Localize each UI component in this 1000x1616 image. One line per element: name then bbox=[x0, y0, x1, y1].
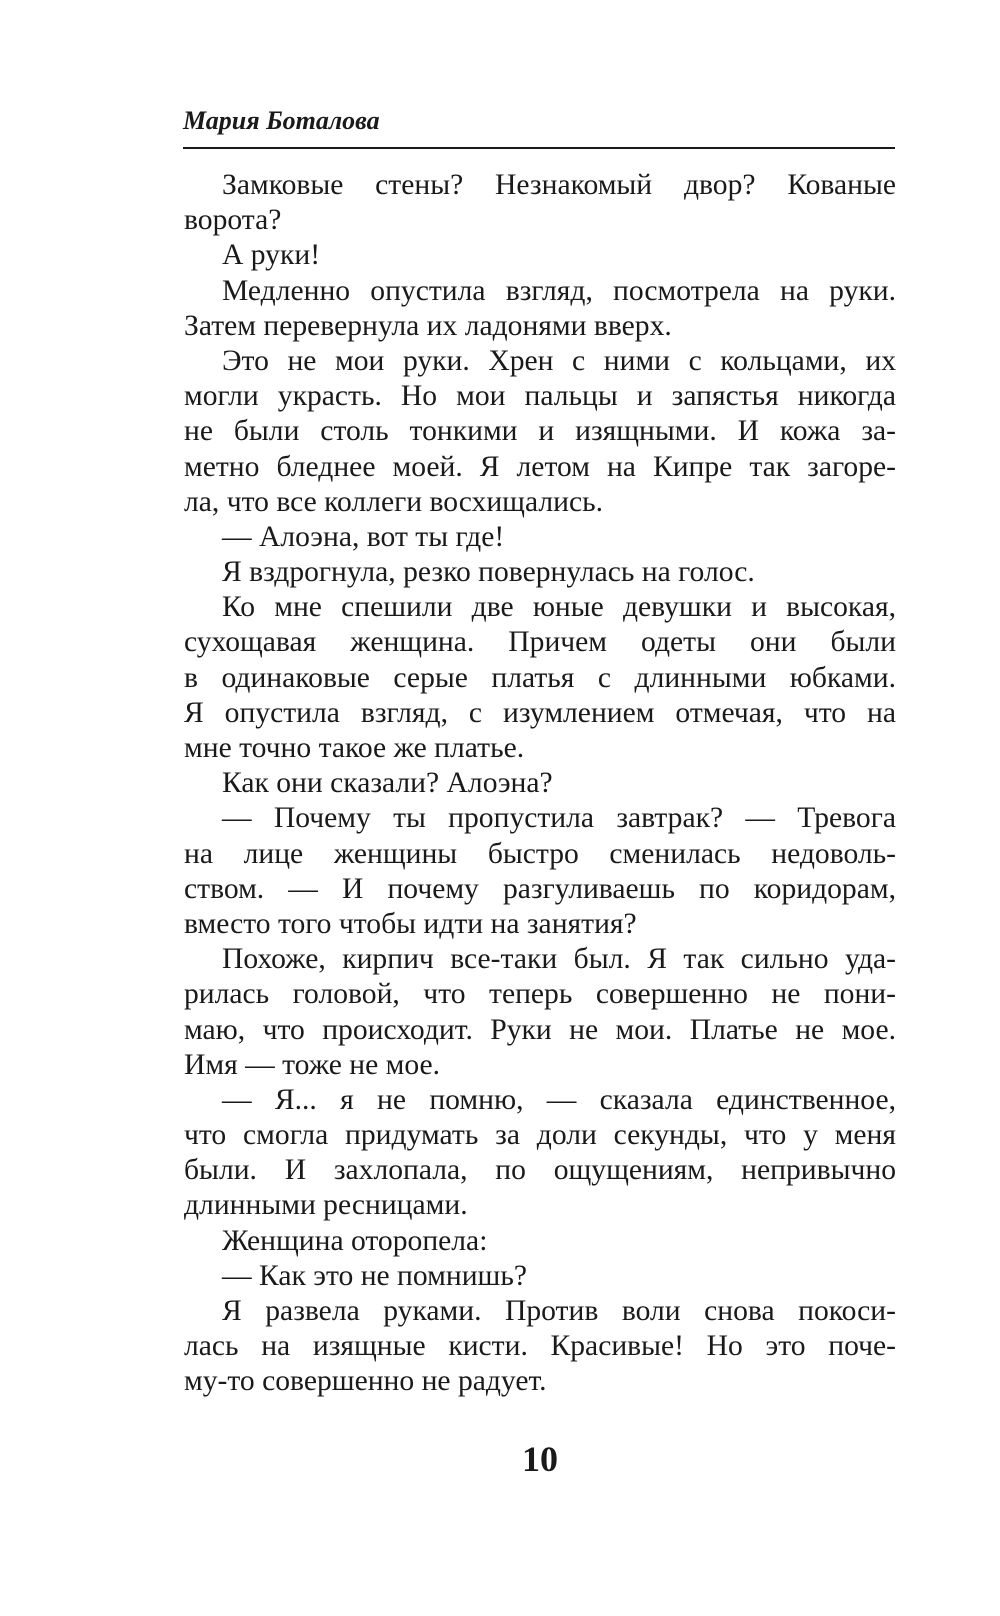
text-line: сухощавая женщина. Причем одеты они были bbox=[184, 626, 896, 659]
page-number: 10 bbox=[522, 1439, 558, 1479]
text-line: ворота? bbox=[184, 204, 282, 237]
body-text bbox=[184, 168, 896, 1400]
text-line: Это не мои руки. Хрен с ними с кольцами, их bbox=[222, 344, 896, 377]
text-line: му-то совершенно не радует. bbox=[184, 1365, 547, 1398]
text-line: не были столь тонкими и изящными. И кожа за- bbox=[184, 415, 896, 448]
text-line: Затем перевернула их ладонями вверх. bbox=[184, 309, 672, 342]
text-line: Замковые стены? Незнакомый двор? Кованые bbox=[222, 169, 896, 201]
text-line: Медленно опустила взгляд, посмотрела на руки. bbox=[222, 274, 896, 307]
text-line: Я опустила взгляд, с изумлением отмечая, что на bbox=[184, 696, 896, 729]
text-line: вместо того чтобы идти на занятия? bbox=[184, 907, 637, 940]
text-line: Женщина оторопела: bbox=[222, 1224, 488, 1257]
text-line: рилась головой, что теперь совершенно не пони- bbox=[184, 978, 896, 1011]
text-line: в одинаковые серые платья с длинными юбками. bbox=[184, 661, 896, 694]
text-line: что смогла придумать за доли секунды, что у меня bbox=[184, 1119, 896, 1152]
text-line: мне точно такое же платье. bbox=[184, 732, 525, 764]
text-line: ла, что все коллеги восхищались. bbox=[184, 485, 603, 518]
text-line: Как они сказали? Алоэна? bbox=[222, 767, 553, 800]
text-line: — Алоэна, вот ты где! bbox=[222, 520, 505, 553]
text-line: длинными ресницами. bbox=[184, 1189, 468, 1222]
text-line: — Как это не помнишь? bbox=[222, 1259, 527, 1292]
text-line: А руки! bbox=[222, 239, 321, 272]
text-line: маю, что происходит. Руки не мои. Платье не мое. bbox=[184, 1013, 896, 1046]
text-line: Ко мне спешили две юные девушки и высокая, bbox=[222, 591, 896, 624]
text-line: на лице женщины быстро сменилась недоволь- bbox=[184, 837, 896, 870]
text-line: Похоже, кирпич все-таки был. Я так сильно уда- bbox=[222, 943, 896, 976]
text-line: могли украсть. Но мои пальцы и запястья никогда bbox=[184, 380, 896, 413]
text-line: были. И захлопала, по ощущениям, непривычно bbox=[184, 1154, 896, 1187]
header-rule bbox=[183, 147, 895, 149]
text-line: Имя — тоже не мое. bbox=[184, 1048, 441, 1081]
text-line: ством. — И почему разгуливаешь по коридорам, bbox=[184, 872, 896, 905]
text-line: Я вздрогнула, резко повернулась на голос. bbox=[222, 556, 755, 589]
text-line: Я развела руками. Против воли снова покоси- bbox=[222, 1295, 896, 1327]
text-line: — Почему ты пропустила завтрак? — Тревога bbox=[222, 802, 896, 835]
running-head-author: Мария Боталова bbox=[183, 106, 380, 135]
text-line: метно бледнее моей. Я летом на Кипре так загоре- bbox=[184, 450, 896, 483]
text-line: лась на изящные кисти. Красивые! Но это поче- bbox=[184, 1330, 896, 1363]
text-line: — Я... я не помню, — сказала единственное, bbox=[222, 1083, 896, 1116]
